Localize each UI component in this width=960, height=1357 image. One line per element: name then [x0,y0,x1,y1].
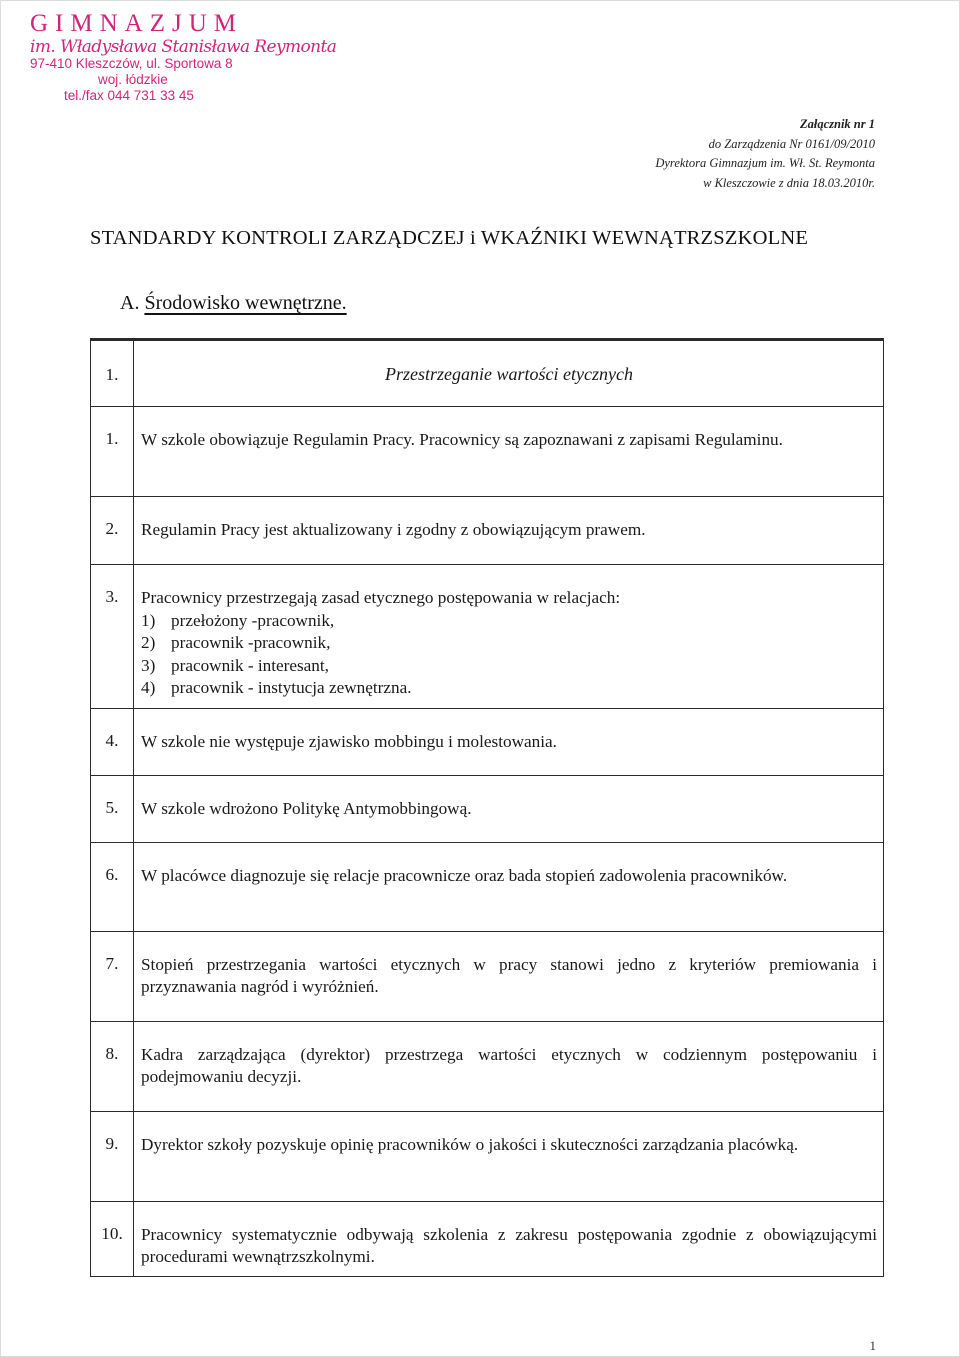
school-phone: tel./fax 044 731 33 45 [64,88,194,103]
table-row [91,407,884,497]
row-number: 3. [91,565,134,709]
table-row [91,497,884,565]
row-text: Kadra zarządzająca (dyrektor) przestrzega wartości etycznych w codziennym postępowaniu i podejmowaniu decyzji. [134,1021,884,1111]
row-number: 7. [91,931,134,1021]
school-address: 97-410 Kleszczów, ul. Sportowa 8 [30,56,233,71]
list-item-number: 4) [141,678,156,697]
row-number: 6. [91,842,134,931]
document-title: STANDARDY KONTROLI ZARZĄDCZEJ i WKAŹNIKI WEWNĄTRZSZKOLNE [90,227,809,249]
list-item-text: pracownik - interesant, [171,655,329,675]
annex-line-3: Dyrektora Gimnazjum im. Wł. St. Reymonta [655,156,875,170]
row-number: 8. [91,1021,134,1111]
list-item-number: 3) [141,655,156,675]
school-name: GIMNAZJUM [30,10,243,37]
table-row [91,565,884,709]
row-text: Pracownicy systematycznie odbywają szkolenia z zakresu postępowania zgodnie z obowiązującymi procedurami wewnątrzszkolnymi. [134,1201,884,1276]
table-row [91,775,884,842]
row-number: 2. [91,497,134,565]
section-heading [120,292,347,315]
header-title: Przestrzeganie wartości etycznych [134,340,884,407]
table-header-row [91,340,884,407]
list-item [141,655,877,678]
list-item-text: przełożony -pracownik, [171,610,335,630]
table-row [91,1021,884,1111]
school-letterhead [30,10,336,104]
list-item [141,610,877,633]
row-text: Stopień przestrzegania wartości etycznych w pracy stanowi jedno z kryteriów premiowania i przyznawania nagród i wyróżnień. [134,931,884,1021]
table-row [91,931,884,1021]
row-text: Dyrektor szkoły pozyskuje opinię pracowników o jakości i skuteczności zarządzania placówką. [134,1111,884,1201]
table-row [91,1201,884,1276]
section-letter: A. [120,292,140,314]
row-text: W placówce diagnozuje się relacje pracownicze oraz bada stopień zadowolenia pracowników. [134,842,884,931]
list-item-text: pracownik - instytucja zewnętrzna. [171,678,412,697]
list-item-number: 2) [141,633,156,652]
row-number: 4. [91,708,134,775]
row-number: 9. [91,1111,134,1201]
row-number: 1. [91,407,134,497]
school-region: woj. łódzkie [98,72,168,87]
row-number: 10. [91,1201,134,1276]
row-text: W szkole wdrożono Politykę Antymobbingową. [134,775,884,842]
annex-reference [655,115,875,193]
header-number: 1. [91,340,134,407]
table-row [91,1111,884,1201]
row-number: 5. [91,775,134,842]
page-number: 1 [869,1338,876,1353]
annex-line-1: Załącznik nr 1 [799,117,875,131]
section-name: Środowisko wewnętrzne. [144,292,347,314]
list-item [141,632,877,655]
row-text: Pracownicy przestrzegają zasad etycznego postępowania w relacjach: [141,588,621,607]
table-row [91,708,884,775]
school-patron: im. Władysława Stanisława Reymonta [30,37,337,57]
annex-line-2: do Zarządzenia Nr 0161/09/2010 [708,136,875,151]
list-item-number: 1) [141,610,156,630]
annex-line-4: w Kleszczowie z dnia 18.03.2010r. [703,175,875,190]
list-item [141,677,877,700]
row-text: W szkole nie występuje zjawisko mobbingu i molestowania. [134,708,884,775]
row-cell [134,565,884,709]
list-item-text: pracownik -pracownik, [171,633,331,652]
row-text: W szkole obowiązuje Regulamin Pracy. Pracownicy są zapoznawani z zapisami Regulaminu. [134,407,884,497]
row-text: Regulamin Pracy jest aktualizowany i zgodny z obowiązującym prawem. [134,497,884,565]
table-row [91,842,884,931]
standards-table [90,338,884,1277]
relations-list [141,610,877,700]
